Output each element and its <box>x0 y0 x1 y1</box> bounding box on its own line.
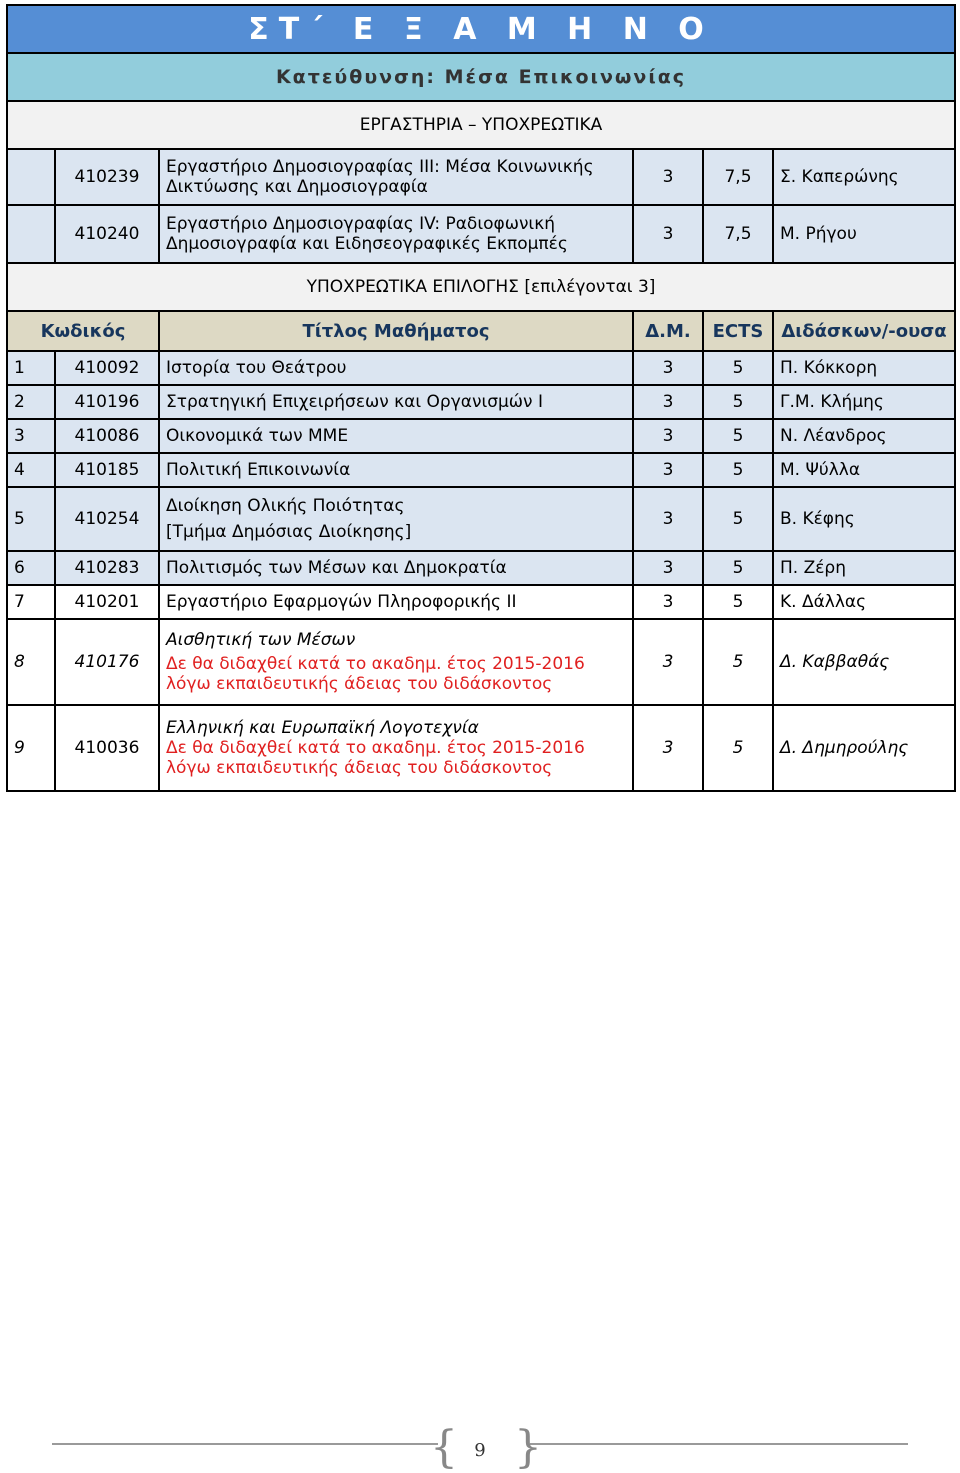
row-number: 2 <box>7 385 55 419</box>
course-title: Εργαστήριο Δημοσιογραφίας IV: Ραδιοφωνική Δημοσιογραφία και Ειδησεογραφικές Εκπομπές <box>159 205 633 263</box>
course-code: 410283 <box>55 551 159 585</box>
course-title: Ελληνική και Ευρωπαϊκή Λογοτεχνία Δε θα διδαχθεί κατά το ακαδημ. έτος 2015-2016 λόγω εκπαιδευτικής άδειας του διδάσκοντος <box>159 705 633 791</box>
col-ects: ECTS <box>703 311 773 351</box>
course-title: Πολιτική Επικοινωνία <box>159 453 633 487</box>
course-teacher: Ν. Λέανδρος <box>773 419 955 453</box>
course-teacher: Μ. Ψύλλα <box>773 453 955 487</box>
course-ects: 5 <box>703 385 773 419</box>
course-code: 410036 <box>55 705 159 791</box>
table-row <box>7 585 955 619</box>
left-brace-icon: { <box>430 1422 458 1473</box>
table-row <box>7 487 955 551</box>
semester-title: ΣΤ΄ Ε Ξ Α Μ Η Ν Ο <box>7 5 955 53</box>
column-header-row <box>7 311 955 351</box>
course-ects: 7,5 <box>703 205 773 263</box>
cancellation-note: λόγω εκπαιδευτικής άδειας του διδάσκοντος <box>166 758 553 778</box>
course-ects: 5 <box>703 585 773 619</box>
course-ects: 5 <box>703 487 773 551</box>
table-row <box>7 351 955 385</box>
electives-heading: ΥΠΟΧΡΕΩΤΙΚΑ ΕΠΙΛΟΓΗΣ [επιλέγονται 3] <box>7 263 955 311</box>
course-dm: 3 <box>633 385 703 419</box>
course-dm: 3 <box>633 619 703 705</box>
table-row <box>7 385 955 419</box>
course-dm: 3 <box>633 551 703 585</box>
course-code: 410092 <box>55 351 159 385</box>
row-number: 1 <box>7 351 55 385</box>
course-title: Οικονομικά των ΜΜΕ <box>159 419 633 453</box>
course-dm: 3 <box>633 487 703 551</box>
course-title: Εργαστήριο Εφαρμογών Πληροφορικής ΙΙ <box>159 585 633 619</box>
page-number: 9 <box>474 1440 486 1461</box>
course-dm: 3 <box>633 705 703 791</box>
course-ects: 5 <box>703 551 773 585</box>
course-code: 410086 <box>55 419 159 453</box>
course-code: 410239 <box>55 149 159 205</box>
cancellation-note: λόγω εκπαιδευτικής άδειας του διδάσκοντος <box>166 674 553 694</box>
labs-heading: ΕΡΓΑΣΤΗΡΙΑ – ΥΠΟΧΡΕΩΤΙΚΑ <box>7 101 955 149</box>
row-number: 6 <box>7 551 55 585</box>
course-dm: 3 <box>633 419 703 453</box>
row-number: 3 <box>7 419 55 453</box>
course-code: 410185 <box>55 453 159 487</box>
course-ects: 5 <box>703 419 773 453</box>
table-row <box>7 705 955 791</box>
course-ects: 5 <box>703 453 773 487</box>
cancellation-note: Δε θα διδαχθεί κατά το ακαδημ. έτος 2015-2016 <box>166 738 585 758</box>
table-row <box>7 453 955 487</box>
course-teacher: Κ. Δάλλας <box>773 585 955 619</box>
row-number: 8 <box>7 619 55 705</box>
course-title: Εργαστήριο Δημοσιογραφίας ΙΙΙ: Μέσα Κοινωνικής Δικτύωσης και Δημοσιογραφία <box>159 149 633 205</box>
course-ects: 5 <box>703 351 773 385</box>
course-dm: 3 <box>633 453 703 487</box>
course-dm: 3 <box>633 351 703 385</box>
table-row <box>7 149 955 205</box>
course-dm: 3 <box>633 149 703 205</box>
curriculum-table <box>6 4 956 792</box>
course-code: 410176 <box>55 619 159 705</box>
footer-divider <box>52 1443 438 1445</box>
course-dm: 3 <box>633 205 703 263</box>
row-number: 4 <box>7 453 55 487</box>
course-code: 410201 <box>55 585 159 619</box>
course-code: 410254 <box>55 487 159 551</box>
course-teacher: Δ. Δημηρούλης <box>773 705 955 791</box>
course-title: Στρατηγική Επιχειρήσεων και Οργανισμών Ι <box>159 385 633 419</box>
right-brace-icon: } <box>514 1422 542 1473</box>
footer-divider <box>530 1443 908 1445</box>
row-number: 5 <box>7 487 55 551</box>
row-number: 9 <box>7 705 55 791</box>
course-teacher: Σ. Καπερώνης <box>773 149 955 205</box>
course-title: Πολιτισμός των Μέσων και Δημοκρατία <box>159 551 633 585</box>
col-teacher: Διδάσκων/-ουσα <box>773 311 955 351</box>
table-row <box>7 205 955 263</box>
course-teacher: Π. Κόκκορη <box>773 351 955 385</box>
course-ects: 7,5 <box>703 149 773 205</box>
course-title: Αισθητική των Μέσων Δε θα διδαχθεί κατά το ακαδημ. έτος 2015-2016 λόγω εκπαιδευτικής άδειας του διδάσκοντος <box>159 619 633 705</box>
col-dm: Δ.Μ. <box>633 311 703 351</box>
course-ects: 5 <box>703 705 773 791</box>
course-code: 410196 <box>55 385 159 419</box>
course-teacher: Δ. Καββαθάς <box>773 619 955 705</box>
course-teacher: Γ.Μ. Κλήμης <box>773 385 955 419</box>
col-title: Τίτλος Μαθήματος <box>159 311 633 351</box>
table-row <box>7 619 955 705</box>
course-code: 410240 <box>55 205 159 263</box>
course-ects: 5 <box>703 619 773 705</box>
row-number: 7 <box>7 585 55 619</box>
course-title: Ιστορία του Θεάτρου <box>159 351 633 385</box>
col-code: Κωδικός <box>7 311 159 351</box>
course-teacher: Β. Κέφης <box>773 487 955 551</box>
course-title: Διοίκηση Ολικής Ποιότητας [Τμήμα Δημόσιας Διοίκησης] <box>159 487 633 551</box>
table-row <box>7 419 955 453</box>
course-teacher: Π. Ζέρη <box>773 551 955 585</box>
course-teacher: Μ. Ρήγου <box>773 205 955 263</box>
cancellation-note: Δε θα διδαχθεί κατά το ακαδημ. έτος 2015-2016 <box>166 654 585 674</box>
table-row <box>7 551 955 585</box>
course-dm: 3 <box>633 585 703 619</box>
direction-heading: Κατεύθυνση: Μέσα Επικοινωνίας <box>7 53 955 101</box>
